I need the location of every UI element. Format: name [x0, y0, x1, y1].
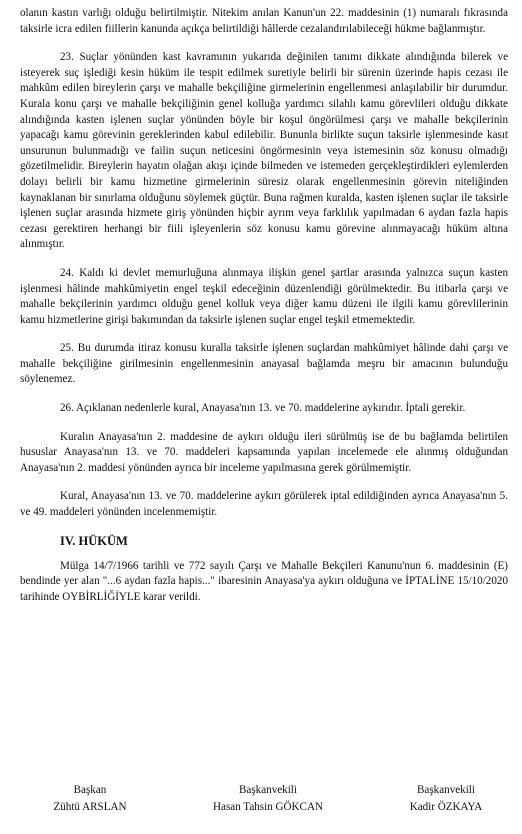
verdict-paragraph: Mülga 14/7/1966 tarihli ve 772 sayılı Çarşı ve Mahalle Bekçileri Kanunu'nun 6. maddesinin (E) bendinde yer alan "...6 aydan fazla hapis..." ibaresinin Anayasa'ya aykırı olduğuna ve İPTALİNE 15/10/2020 tarihinde OYBİRLİĞİYLE karar verildi. — [20, 559, 508, 603]
signature-title: Başkanvekili — [417, 784, 475, 796]
signature-name: Kadir ÖZKAYA — [409, 801, 483, 813]
paragraph-articles-5-49: Kural, Anayasa'nın 13. ve 70. maddelerine aykırı görülerek iptal edildiğinden ayrıca Anayasa'nın 5. ve 49. maddeleri yönünden incelenmemiştir. — [20, 490, 508, 519]
section-heading-verdict: IV. HÜKÜM — [60, 533, 128, 548]
signature-vice-president-1 — [193, 782, 343, 816]
signature-president — [30, 782, 150, 816]
signature-name: Hasan Tahsin GÖKCAN — [213, 801, 323, 813]
paragraph-26: 26. Açıklanan nedenlerle kural, Anayasa'nın 13. ve 70. maddelerine aykırıdır. İptali gerekir. — [60, 402, 466, 415]
paragraph-25: 25. Bu durumda itiraz konusu kuralla taksirle işlenen suçlardan mahkûmiyet hâlinde dahi çarşı ve mahalle bekçiliğine girilmesinin engellenmesinin anayasal bağlamda meşru bir amacının bulunduğu söylenemez. — [20, 342, 508, 386]
signature-block — [20, 782, 508, 816]
signature-name: Zühtü ARSLAN — [53, 801, 127, 813]
paragraph-22-continuation: olanın kastın varlığı olduğu belirtilmiştir. Nitekim anılan Kanun'un 22. maddesinin (1) numaralı fıkrasında taksirle icra edilen fiillerin kanunda açıkça belirtildiği hâllerde cezalandırılabileceği hükme bağlanmıştır. — [20, 7, 508, 35]
signature-vice-president-2 — [386, 782, 506, 816]
signature-title: Başkan — [73, 784, 107, 796]
signature-title: Başkanvekili — [239, 784, 297, 796]
paragraph-23: 23. Suçlar yönünden kast kavramının yukarıda değinilen tanımı dikkate alındığında bilerek ve isteyerek suç işlediği kesin hüküm ile tespit edilmek suretiyle belirli bir sürenin üzerinde hapis cezası ile mahkûm edilen bireylerin çarşı ve mahalle bekçiliğine girmelerinin engellenmesi anlaşılabilir bir durumdur. Kurala konu çarşı ve mahalle bekçiliğinin genel kolluğa yardımcı silahlı kamu görevlileri olduğu dikkate alındığında kasten işlenen suçlar yönünden böyle bir koşul öngörülmesi çarşı ve mahalle bekçilerinin yapacağı kamu görevinin gereklerinden kabul edilebilir. Bununla birlikte suçun taksirle işlenmesinde kasıt unsurunun bulunmadığı ve failin suçun neticesini öngörmesinin veya istemesinin söz konusu olmadığı gözetilmelidir. Bireylerin hayatın olağan akışı içinde bilmeden ve istemeden gerçekleştirdikleri eylemlerden dolayı belirli bir kamu hizmetine girmelerinin süresiz olarak engellenmesinin görevin niteliğinden kaynaklanan bir sınırlama olduğunu söylemek güçtür. Buna rağmen kuralda, kasten işlenen suçlar ile taksirle işlenen suçlar arasında hizmete giriş yönünden hiçbir ayrım veya farklılık yapılmadan 6 aydan fazla hapis cezası gerektiren herhangi bir fiili işleyenlerin söz konusu kamu görevine alınmayacağı hüküm altına alınmıştır. — [20, 51, 508, 251]
paragraph-article-2: Kuralın Anayasa'nın 2. maddesine de aykırı olduğu ileri sürülmüş ise de bu bağlamda belirtilen hususlar Anayasa'nın 13. ve 70. maddeleri kapsamında yapılan incelemede ele alınmış olduğundan Anayasa'nın 2. maddesi yönünden ayrıca bir inceleme yapılmasına gerek görülmemiştir. — [20, 430, 508, 474]
paragraph-24: 24. Kaldı ki devlet memurluğuna alınmaya ilişkin genel şartlar arasında yalnızca suçun kasten işlenmesi hâlinde mahkûmiyetin engel teşkil edeceğinin düzenlendiği görülmektedir. Bu itibarla çarşı ve mahalle bekçilerinin yardımcı olduğu genel kolluk veya diğer kamu düzeni ile ilgili kamu görevlilerinin kamu hizmetlerine girişi bakımından da taksirle işlenen suçlar engel teşkil etmemektedir. — [20, 266, 508, 326]
